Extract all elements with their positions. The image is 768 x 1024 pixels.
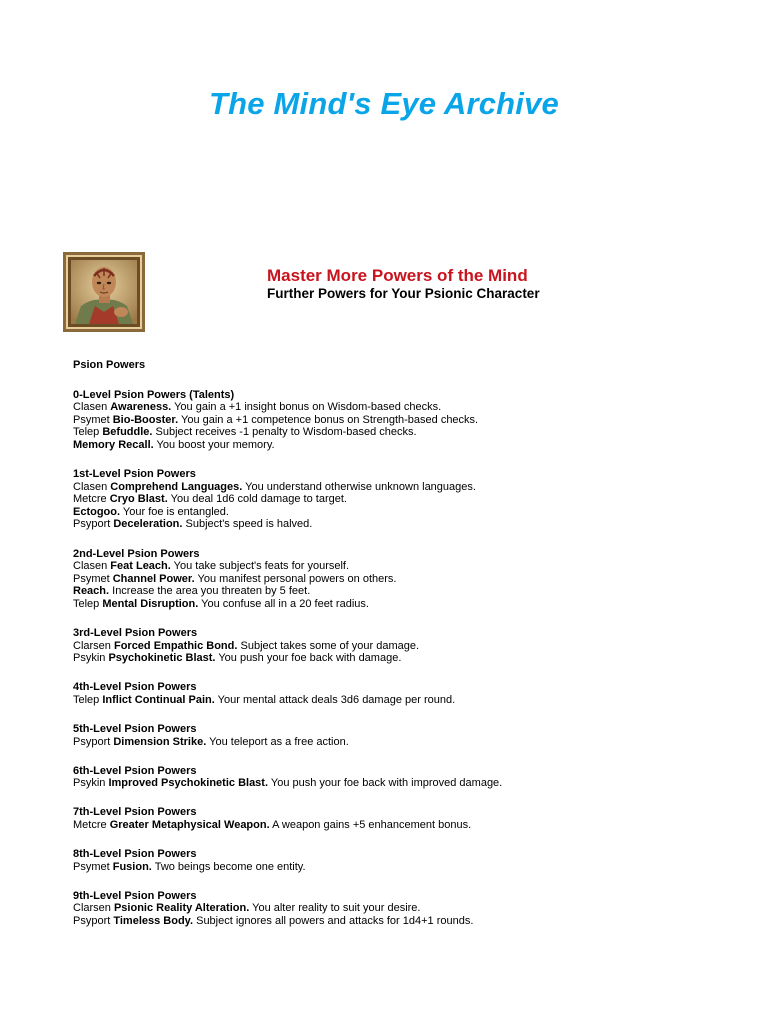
- power-level-section: [73, 389, 713, 452]
- power-name: Comprehend Languages.: [110, 480, 243, 493]
- power-description: You take subject's feats for yourself.: [170, 560, 350, 573]
- power-discipline: Clasen: [73, 401, 111, 414]
- power-name: Awareness.: [110, 401, 172, 414]
- power-name: Forced Empathic Bond.: [113, 639, 238, 652]
- section-title: Psion Powers: [73, 359, 146, 371]
- power-name: Timeless Body.: [113, 914, 194, 927]
- power-entry: [73, 573, 713, 586]
- power-level-section: [73, 765, 713, 790]
- power-description: You gain a +1 insight bonus on Wisdom-based checks.: [171, 401, 442, 414]
- power-description: Increase the area you threaten by 5 feet.: [109, 585, 311, 598]
- power-discipline: Metcre: [73, 493, 110, 506]
- power-discipline: Clasen: [73, 560, 111, 573]
- power-name: Channel Power.: [112, 572, 195, 585]
- power-name: Psychokinetic Blast.: [108, 652, 216, 665]
- power-name: Bio-Booster.: [112, 413, 179, 426]
- power-name: Inflict Continual Pain.: [102, 693, 215, 706]
- power-description: You push your foe back with damage.: [215, 652, 402, 665]
- power-description: You manifest personal powers on others.: [194, 572, 397, 585]
- power-discipline: Clasen: [73, 480, 111, 493]
- psionic-character-portrait-icon: [63, 252, 145, 332]
- power-level-title: 3rd-Level Psion Powers: [73, 627, 198, 639]
- power-level-title: 7th-Level Psion Powers: [73, 806, 197, 819]
- power-description: A weapon gains +5 enhancement bonus.: [269, 818, 472, 831]
- power-discipline: Psykin: [73, 652, 109, 665]
- power-entry: [73, 861, 713, 874]
- power-description: Two beings become one entity.: [151, 860, 306, 873]
- power-description: You confuse all in a 20 feet radius.: [198, 597, 369, 610]
- power-level-title: 8th-Level Psion Powers: [73, 848, 197, 861]
- power-entry: [73, 426, 713, 439]
- power-level-section: [73, 890, 713, 928]
- power-name: Greater Metaphysical Weapon.: [109, 818, 270, 831]
- power-description: Your mental attack deals 3d6 damage per round.: [214, 693, 456, 706]
- power-entry: [73, 915, 713, 928]
- power-level-list: [73, 389, 713, 928]
- power-level-title: 4th-Level Psion Powers: [73, 681, 197, 694]
- power-entry: [73, 560, 713, 573]
- power-description: You alter reality to suit your desire.: [249, 902, 421, 915]
- power-entry: [73, 585, 713, 598]
- power-entry: [73, 819, 713, 832]
- power-name: Fusion.: [112, 860, 152, 873]
- power-name: Improved Psychokinetic Blast.: [108, 777, 269, 790]
- power-level-section: [73, 723, 713, 748]
- power-name: Dimension Strike.: [113, 735, 207, 748]
- power-description: You boost your memory.: [153, 438, 275, 451]
- article-title: Master More Powers of the Mind: [267, 266, 528, 285]
- power-name: Befuddle.: [102, 426, 153, 439]
- article-subtitle: Further Powers for Your Psionic Character: [267, 286, 540, 301]
- power-discipline: Psyport: [73, 735, 114, 748]
- power-entry: [73, 401, 713, 414]
- power-name: Reach.: [73, 585, 110, 598]
- power-description: Subject receives -1 penalty to Wisdom-based checks.: [152, 426, 417, 439]
- power-entry: [73, 439, 713, 452]
- power-discipline: Telep: [73, 597, 103, 610]
- article-heading: [267, 266, 540, 302]
- power-description: You push your foe back with improved damage.: [268, 777, 503, 790]
- power-level-title: 0-Level Psion Powers (Talents): [73, 388, 235, 401]
- power-entry: [73, 652, 713, 665]
- power-entry: [73, 902, 713, 915]
- power-level-title: 5th-Level Psion Powers: [73, 722, 197, 735]
- power-name: Psionic Reality Alteration.: [113, 902, 250, 915]
- power-level-section: [73, 806, 713, 831]
- powers-content: [73, 359, 713, 928]
- power-name: Cryo Blast.: [109, 493, 168, 506]
- power-description: Your foe is entangled.: [120, 505, 229, 518]
- power-discipline: Telep: [73, 693, 103, 706]
- power-level-section: [73, 848, 713, 873]
- power-level-section: [73, 548, 713, 611]
- power-discipline: Psykin: [73, 777, 109, 790]
- site-title: The Mind's Eye Archive: [208, 86, 559, 121]
- power-level-title: 1st-Level Psion Powers: [73, 468, 196, 481]
- power-name: Deceleration.: [113, 518, 183, 531]
- power-entry: [73, 736, 713, 749]
- power-level-title: 2nd-Level Psion Powers: [73, 547, 200, 560]
- power-description: You understand otherwise unknown languages.: [242, 480, 476, 493]
- power-entry: [73, 694, 713, 707]
- power-entry: [73, 414, 713, 427]
- portrait-image: [71, 260, 137, 324]
- power-description: Subject's speed is halved.: [182, 518, 313, 531]
- power-level-title: 9th-Level Psion Powers: [73, 889, 197, 902]
- power-entry: [73, 518, 713, 531]
- power-discipline: Clarsen: [73, 902, 114, 915]
- power-name: Memory Recall.: [73, 438, 154, 451]
- power-level-section: [73, 468, 713, 531]
- power-entry: [73, 598, 713, 611]
- power-discipline: Psyport: [73, 914, 114, 927]
- power-discipline: Psymet: [73, 572, 113, 585]
- power-name: Mental Disruption.: [102, 597, 199, 610]
- power-entry: [73, 493, 713, 506]
- power-level-title: 6th-Level Psion Powers: [73, 764, 197, 777]
- power-entry: [73, 506, 713, 519]
- power-discipline: Psymet: [73, 860, 113, 873]
- power-level-section: [73, 627, 713, 665]
- power-discipline: Psyport: [73, 518, 114, 531]
- power-level-section: [73, 681, 713, 706]
- power-entry: [73, 640, 713, 653]
- power-name: Ectogoo.: [73, 505, 121, 518]
- power-description: You deal 1d6 cold damage to target.: [167, 493, 347, 506]
- power-description: Subject ignores all powers and attacks for 1d4+1 rounds.: [193, 914, 474, 927]
- power-description: You teleport as a free action.: [206, 735, 349, 748]
- power-discipline: Psymet: [73, 413, 113, 426]
- power-entry: [73, 777, 713, 790]
- power-discipline: Metcre: [73, 818, 110, 831]
- power-discipline: Telep: [73, 426, 103, 439]
- power-description: Subject takes some of your damage.: [237, 639, 420, 652]
- power-name: Feat Leach.: [110, 560, 171, 573]
- power-discipline: Clarsen: [73, 639, 114, 652]
- power-entry: [73, 481, 713, 494]
- power-description: You gain a +1 competence bonus on Strength-based checks.: [178, 413, 479, 426]
